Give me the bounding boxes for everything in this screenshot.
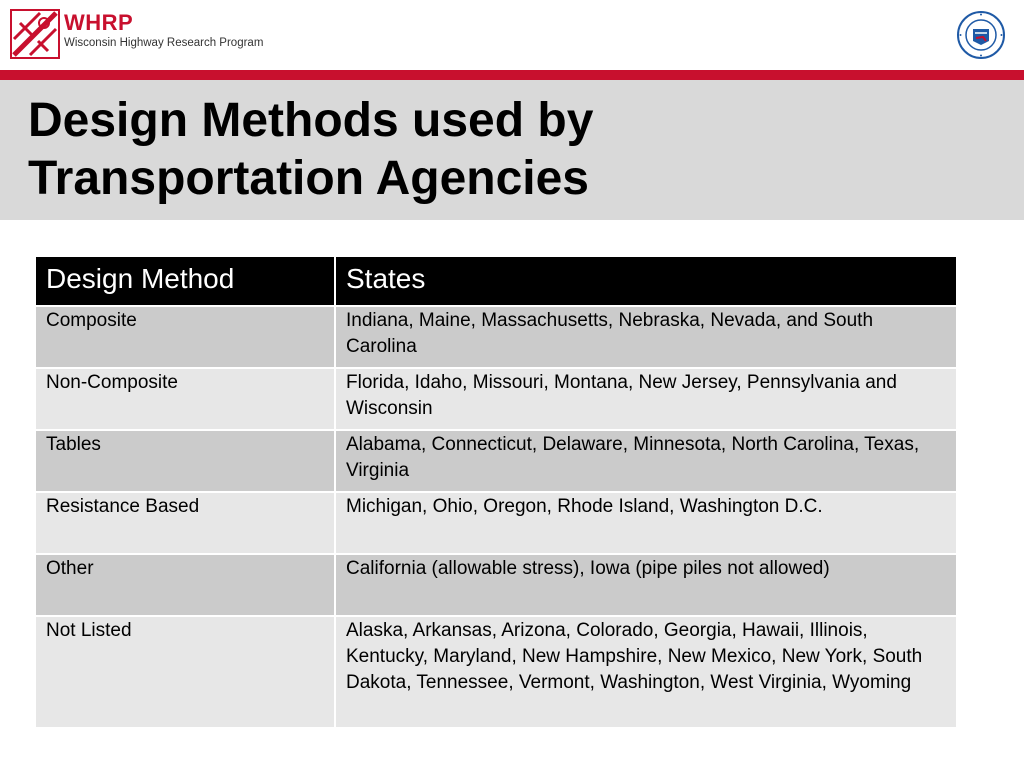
design-method-cell: Tables [35,430,335,492]
table-row [35,306,957,368]
logo-acronym: WHRP [64,10,134,35]
column-header-states: States [335,256,957,306]
states-cell: Florida, Idaho, Missouri, Montana, New Jersey, Pennsylvania and Wisconsin [335,368,957,430]
header-bar [0,0,1024,70]
whrp-logo-icon [10,9,60,59]
states-cell: Alaska, Arkansas, Arizona, Colorado, Georgia, Hawaii, Illinois, Kentucky, Maryland, New Hampshire, New Mexico, New York, South Dakota, Tennessee, Vermont, Washington, West Virginia, Wyoming [335,616,957,728]
logo-text [64,11,263,50]
table-row [35,430,957,492]
page-title [28,92,988,208]
table-row [35,492,957,554]
table-row [35,368,957,430]
states-cell: Michigan, Ohio, Oregon, Rhode Island, Washington D.C. [335,492,957,554]
page-title-line-2: Transportation Agencies [28,152,589,205]
states-cell: Alabama, Connecticut, Delaware, Minnesota, North Carolina, Texas, Virginia [335,430,957,492]
logo-subtitle: Wisconsin Highway Research Program [64,37,264,49]
design-method-cell: Resistance Based [35,492,335,554]
states-cell: California (allowable stress), Iowa (pipe piles not allowed) [335,554,957,616]
table-row [35,554,957,616]
red-accent-band [0,70,1024,80]
column-header-design-method: Design Method [35,256,335,306]
design-method-cell: Not Listed [35,616,335,728]
design-method-cell: Other [35,554,335,616]
table-header-row [35,256,957,306]
design-method-cell: Non-Composite [35,368,335,430]
table [34,255,958,729]
design-method-cell: Composite [35,306,335,368]
table-row [35,616,957,728]
page-title-line-1: Design Methods used by [28,94,594,147]
design-methods-table [34,255,956,729]
states-cell: Indiana, Maine, Massachusetts, Nebraska, Nevada, and South Carolina [335,306,957,368]
wisconsin-dot-seal-icon [956,10,1006,60]
